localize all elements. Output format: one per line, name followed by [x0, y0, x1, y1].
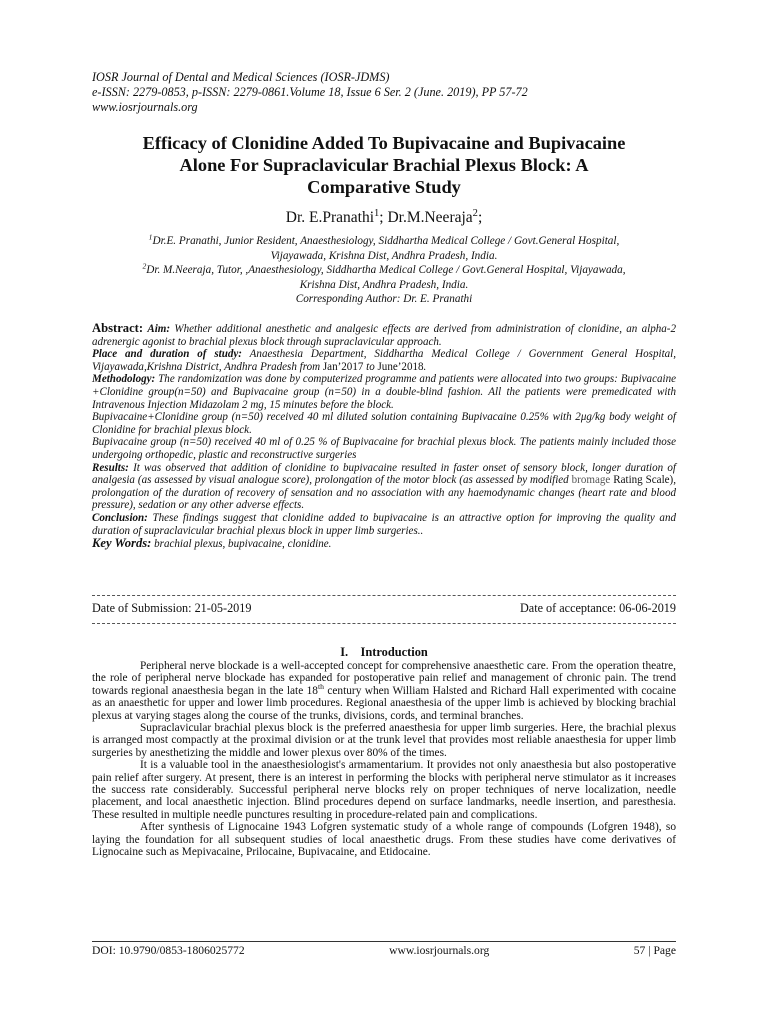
- dates-row: [92, 601, 676, 616]
- place-from: Jan’2017: [322, 360, 364, 373]
- results-label: Results:: [92, 461, 129, 474]
- journal-website: www.iosrjournals.org: [92, 100, 198, 114]
- section-title-introduction: I. Introduction: [340, 645, 428, 659]
- affiliation-1-sup: 1: [148, 232, 153, 242]
- conclusion-label: Conclusion:: [92, 511, 148, 524]
- keywords-text: brachial plexus, bupivacaine, clonidine.: [151, 538, 332, 551]
- author-1: Dr. E.Pranathi: [285, 209, 374, 226]
- dashed-divider-bottom: [92, 623, 676, 624]
- place-to-word: to: [363, 360, 378, 373]
- affiliation-2-line-1: [92, 263, 676, 278]
- paper-title: [92, 132, 676, 198]
- abstract-conclusion: [92, 512, 676, 537]
- conclusion-text: These findings suggest that clonidine added to bupivacaine is an attractive option for improving the quality and duration of supraclavicular brachial plexus block in upper limb surgeries..: [92, 511, 676, 537]
- affiliation-2-sup: 2: [142, 261, 147, 271]
- abstract-aim: [92, 322, 676, 348]
- methodology-label: Methodology:: [92, 373, 156, 386]
- journal-name: IOSR Journal of Dental and Medical Sciences (IOSR-JDMS): [92, 70, 390, 84]
- journal-issn: e-ISSN: 2279-0853, p-ISSN: 2279-0861.Volume 18, Issue 6 Ser. 2 (June. 2019), PP 57-72: [92, 85, 528, 99]
- dashed-divider-top: [92, 595, 676, 596]
- title-line-3: Comparative Study: [307, 177, 461, 197]
- results-text-b: , prolongation of the duration of recovery of sensation and no association with any haemodynamic changes (heart rate and blood pressure), sedation or any other adverse effects.: [92, 474, 676, 512]
- keywords-label: Key Words:: [92, 536, 152, 551]
- abstract-results: [92, 462, 676, 512]
- abstract-methodology-2: Bupivacaine+Clonidine group (n=50) received 40 ml diluted solution containing Bupivacaine 0.25% with 2μg/kg body weight of Clonidine for brachial plexus block.: [92, 411, 676, 436]
- intro-p1-a: Peripheral nerve blockade is a well-accepted concept for comprehensive anaesthetic care. From the operation theatre, the role of peripheral nerve blockade has expanded for postoperative pain relief and management of chronic pain. The trend towards regional anaesthesia began in the late 18: [92, 660, 676, 697]
- author-tail: ;: [477, 209, 483, 226]
- page-footer: [92, 941, 676, 957]
- affiliation-2-line-2: Krishna Dist, Andhra Pradesh, India.: [299, 278, 469, 291]
- introduction-body: [92, 660, 676, 859]
- abstract: [92, 322, 676, 551]
- intro-paragraph-3: It is a valuable tool in the anaesthesiologist's armamentarium. It provides not only anaesthesia but also postoperative pain relief after surgery. At present, there is an interest in performing the blocks with peripheral nerve stimulator as it increases the success rate considerably. Successful peripheral nerve blocks rely on proper techniques of nerve localization, needle placement, and local anaesthetic injection. Blind procedures depend on surface landmarks, needle insertion, and paresthesia. These resulted in multiple needle punctures resulting in procedure-related pain and complications.: [92, 759, 676, 821]
- abstract-keywords: [92, 537, 676, 551]
- affiliation-1-line-1: [92, 234, 676, 249]
- author-1-sup: 1: [374, 207, 380, 219]
- aim-label: Aim:: [147, 323, 171, 335]
- place-end: .: [423, 360, 427, 373]
- affiliation-1-line-2: Vijayawada, Krishna Dist, Andhra Pradesh, India.: [270, 249, 498, 262]
- footer-doi: DOI: 10.9790/0853-1806025772: [92, 944, 245, 957]
- authors-line: [92, 209, 676, 227]
- affiliation-1-text: Dr.E. Pranathi, Junior Resident, Anaesthesiology, Siddhartha Medical College / Govt.General Hospital,: [152, 235, 620, 247]
- title-line-1: Efficacy of Clonidine Added To Bupivacaine and Bupivacaine: [142, 133, 626, 153]
- author-separator: ;: [379, 209, 388, 226]
- affiliation-2-text: Dr. M.Neeraja, Tutor, ,Anaesthesiology, Siddhartha Medical College / Govt.General Hospital, Vijayawada,: [146, 264, 626, 277]
- intro-paragraph-4: After synthesis of Lignocaine 1943 Lofgren systematic study of a whole range of compounds (Lofgren 1948), so laying the foundation for all subsequent studies of local anaesthetic drugs. From these studies have come derivatives of Lignocaine such as Mepivacaine, Prilocaine, Bupivacaine, and Etidocaine.: [92, 821, 676, 859]
- intro-p1-sup: th: [317, 682, 324, 692]
- affiliations: [92, 234, 676, 307]
- methodology-text: The randomization was done by computerized programme and patients were allocated into two groups: Bupivacaine +Clonidine group(n=50) and Bupivacaine group (n=50) in a double-blind fashion. All the patients were premedicated with Intravenous Injection Midazolam 2 mg, 15 minutes before the block.: [92, 373, 676, 411]
- footer-website: www.iosrjournals.org: [389, 944, 490, 957]
- date-submission: Date of Submission: 21-05-2019: [92, 601, 252, 615]
- results-text-a: It was observed that addition of clonidine to bupivacaine resulted in faster onset of sensory block, longer duration of analgesia (as assessed by visual analogue score), prolongation of the motor block (as assessed by modified: [92, 461, 676, 487]
- results-bromage: bromage: [571, 474, 611, 487]
- place-text: Anaesthesia Department, Siddhartha Medical College / Government General Hospital, Vijayawada,Krishna District, Andhra Pradesh from: [92, 348, 676, 373]
- intro-paragraph-1: [92, 660, 676, 722]
- results-rating: Rating Scale): [610, 474, 674, 487]
- place-to: June’2018: [377, 360, 424, 373]
- date-acceptance: Date of acceptance: 06-06-2019: [520, 601, 676, 615]
- aim-text: Whether additional anesthetic and analgesic effects are derived from administration of clonidine, an alpha-2 adrenergic agonist to brachial plexus block through supraclavicular approach.: [92, 323, 676, 348]
- intro-p1-b: century when William Halsted and Richard Hall experimented with cocaine as an anaesthetic for upper and lower limb procedures. Regional anaesthesia of the upper limb is achieved by blocking brachial plexus at varying stages along the course of the trunks, divisions, cords, and terminal branches.: [92, 684, 676, 722]
- author-2-sup: 2: [472, 207, 478, 219]
- abstract-methodology: [92, 373, 676, 411]
- footer-page-number: 57 | Page: [633, 944, 676, 957]
- abstract-methodology-3: Bupivacaine group (n=50) received 40 ml of 0.25 % of Bupivacaine for brachial plexus block. The patients mainly included those undergoing orthopedic, plastic and reconstructive surgeries: [92, 436, 676, 461]
- abstract-place: [92, 348, 676, 373]
- journal-header: [92, 70, 676, 115]
- title-line-2: Alone For Supraclavicular Brachial Plexus Block: A: [179, 155, 589, 175]
- place-label: Place and duration of study:: [92, 348, 242, 361]
- author-2: Dr.M.Neeraja: [387, 209, 473, 226]
- intro-paragraph-2: Supraclavicular brachial plexus block is the preferred anaesthesia for upper limb surgeries. Here, the brachial plexus is arranged most compactly at the proximal division or at the trunk level that provides most reliable anaesthesia for upper limb surgeries by anesthetizing the middle and lower plexus over 80% of the times.: [92, 722, 676, 759]
- abstract-label: Abstract:: [92, 321, 144, 335]
- corresponding-author: Corresponding Author: Dr. E. Pranathi: [295, 293, 473, 306]
